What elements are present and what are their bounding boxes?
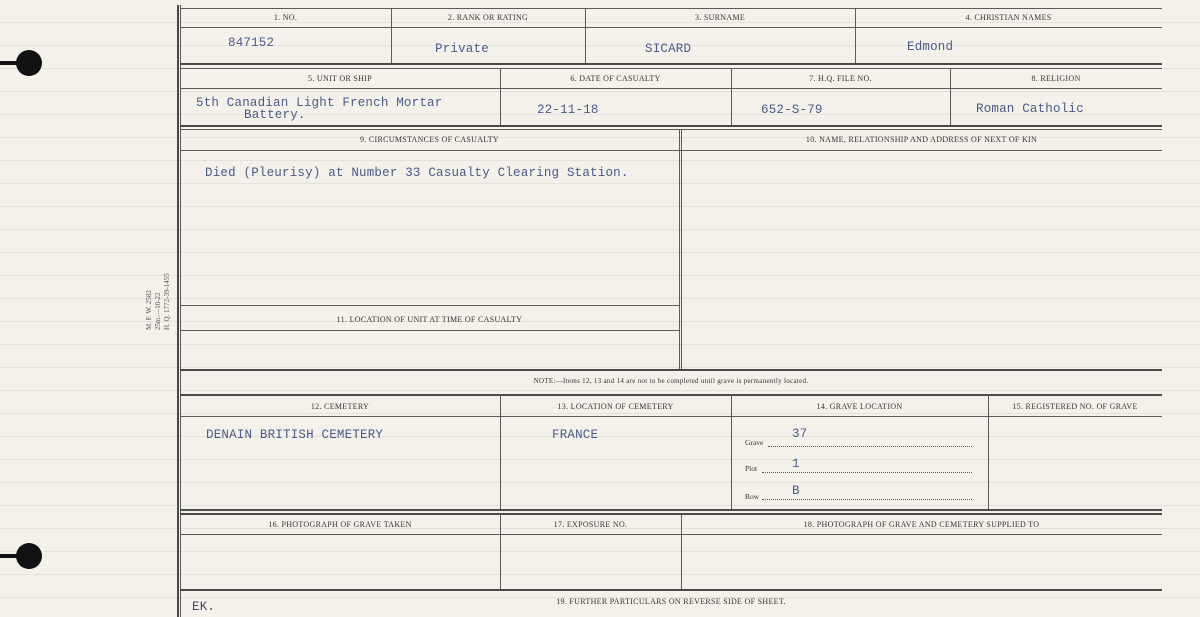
row3-location-rule — [180, 330, 679, 331]
value-unit-line1: 5th Canadian Light French Mortar — [196, 96, 443, 110]
label-row: Row — [745, 492, 760, 501]
label-cemetery: 12. CEMETERY — [310, 402, 370, 411]
value-unit-line2: Battery. — [244, 108, 306, 122]
row2-top — [180, 68, 1162, 69]
label-unit: 5. UNIT OR SHIP — [308, 74, 372, 83]
side-print-3: H. Q. 1772-39-1455 — [163, 273, 171, 330]
grave-dotline — [768, 446, 972, 447]
value-christian-names: Edmond — [907, 40, 954, 54]
label-rank: 2. RANK OR RATING — [447, 13, 529, 22]
label-file-no: 7. H.Q. FILE NO. — [809, 74, 872, 83]
value-surname: SICARD — [645, 42, 692, 56]
plot-dotline — [762, 472, 972, 473]
row1-top — [180, 8, 1162, 9]
value-rank: Private — [435, 42, 489, 56]
value-file-no: 652-S-79 — [761, 103, 823, 117]
label-registered-no: 15. REGISTERED NO. OF GRAVE — [1012, 402, 1138, 411]
value-no: 847152 — [228, 36, 275, 50]
row5-top — [180, 513, 1162, 515]
label-grave: Grave — [745, 438, 764, 447]
label-cemetery-location: 13. LOCATION OF CEMETERY — [557, 402, 674, 411]
label-no: 1. NO. — [273, 13, 298, 22]
label-surname: 3. SURNAME — [694, 13, 746, 22]
label-unit-location: 11. LOCATION OF UNIT AT TIME OF CASUALTY — [336, 315, 523, 324]
row4-divider-3 — [988, 394, 989, 509]
label-plot: Plot — [745, 464, 758, 473]
row3-top — [180, 129, 1162, 130]
footer-initials: EK. — [192, 600, 216, 614]
row4-divider-2 — [731, 394, 732, 509]
value-cemetery-location: FRANCE — [552, 428, 599, 442]
label-next-of-kin: 10. NAME, RELATIONSHIP AND ADDRESS OF NEXT OF KIN — [805, 135, 1038, 144]
form-left-border — [177, 5, 179, 617]
value-circumstances: Died (Pleurisy) at Number 33 Casualty Clearing Station. — [205, 166, 629, 180]
row1-label-rule — [180, 27, 1162, 28]
label-circumstances: 9. CIRCUMSTANCES OF CASUALTY — [359, 135, 500, 144]
row4-divider-1 — [500, 394, 501, 509]
row4-bottom — [180, 509, 1162, 511]
label-date: 6. DATE OF CASUALTY — [570, 74, 661, 83]
row3-bottom — [180, 369, 1162, 371]
row-dotline — [762, 499, 972, 500]
value-row: B — [792, 484, 800, 498]
row1-bottom — [180, 63, 1162, 65]
side-print-2: 25m.—10-22 — [154, 292, 162, 330]
punch-hole-bottom-slot — [0, 554, 22, 558]
row4-top — [180, 394, 1162, 396]
row5-bottom — [180, 589, 1162, 591]
label-exposure-no: 17. EXPOSURE NO. — [553, 520, 628, 529]
label-grave-location: 14. GRAVE LOCATION — [816, 402, 903, 411]
row3-location-top — [180, 305, 679, 306]
label-photo-taken: 16. PHOTOGRAPH OF GRAVE TAKEN — [268, 520, 412, 529]
footer-further-particulars: 19. FURTHER PARTICULARS ON REVERSE SIDE OF SHEET. — [556, 597, 786, 606]
note-text: NOTE:—Items 12, 13 and 14 are not to be completed until grave is permanently located. — [533, 377, 809, 385]
row3-divider — [679, 129, 680, 370]
row3-divider-b — [681, 129, 682, 370]
row2-label-rule — [180, 88, 1162, 89]
row3-label-rule — [180, 150, 1162, 151]
value-date: 22-11-18 — [537, 103, 599, 117]
value-grave: 37 — [792, 427, 808, 441]
side-print-1: M. F. W. 2582 — [145, 290, 153, 330]
row4-label-rule — [180, 416, 1162, 417]
label-photo-supplied: 18. PHOTOGRAPH OF GRAVE AND CEMETERY SUPPLIED TO — [803, 520, 1040, 529]
value-cemetery: DENAIN BRITISH CEMETERY — [206, 428, 384, 442]
value-religion: Roman Catholic — [976, 102, 1084, 116]
row2-bottom — [180, 125, 1162, 127]
label-christian-names: 4. CHRISTIAN NAMES — [965, 13, 1052, 22]
label-religion: 8. RELIGION — [1031, 74, 1081, 83]
row5-label-rule — [180, 534, 1162, 535]
value-plot: 1 — [792, 457, 800, 471]
punch-hole-top-slot — [0, 61, 22, 65]
